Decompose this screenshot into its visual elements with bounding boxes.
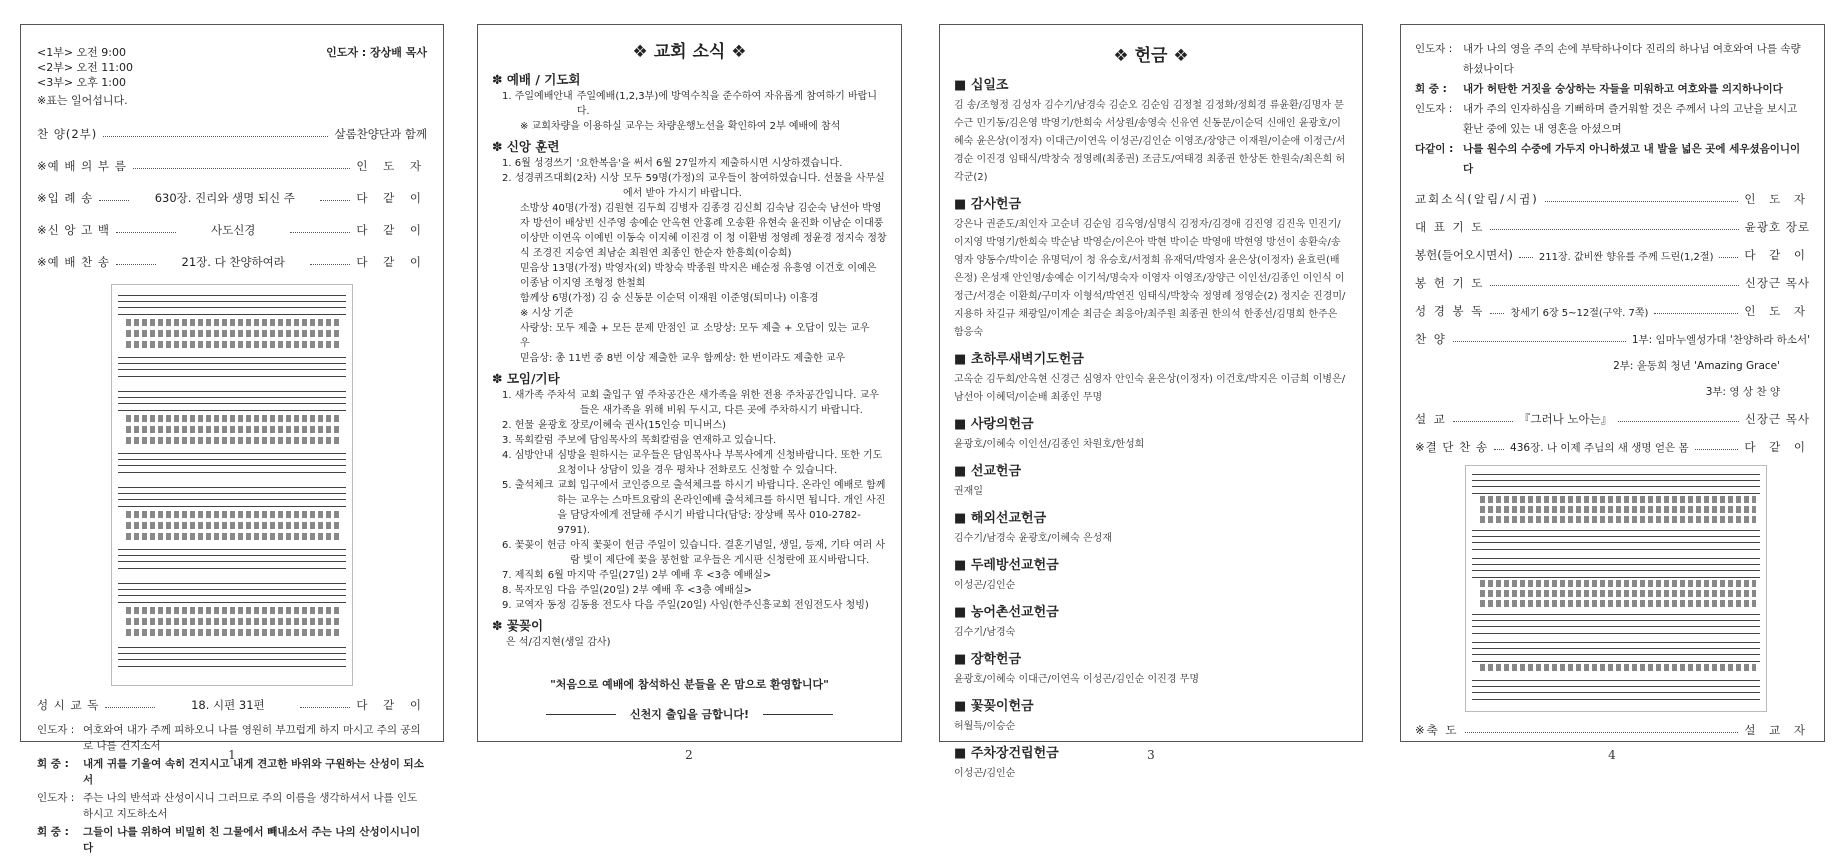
responsive-reading bbox=[37, 722, 427, 856]
page-title: ❖ 헌금 ❖ bbox=[1113, 46, 1189, 66]
list-item: 5. 출석체크 교회 입구에서 코인증으로 출석체크를 하시기 바랍니다. 온라인 예배로 함께 하는 교우는 스마트요람의 온라인예배 출석체크를 하시면 됩니다. 개인 사진을 담당자에게 전달해 주시기 바랍니다(담당: 장상배 목사 010-2782-9791). bbox=[502, 480, 886, 536]
reading-line: 인도자 : 여호와여 내가 주께 피하오니 나를 영원히 부끄럽게 하지 마시고 주의 공의로 나를 건지소서 bbox=[37, 724, 421, 752]
order-item: 봉헌(들어오시면서) 211장. 값비싼 향유를 주께 드린(1,2절) 다 같 이 bbox=[1415, 248, 1810, 263]
donor-list: 강은나 권준도/최인자 고순녀 김순임 김옥영/심명식 김정자/김경애 김진영 김진욱 민진기/이지영 박영기/한희숙 박순남 박영순/이은아 박현 박이순 박영애 박현영 방선이 송환숙/송영자 양동수/박이순 유명덕/이 청 유승호/서정희 유재덕/박영자 윤은상(이정자) 윤효린(배은정) 은성재 안인영/송예순 이기석/명숙자 이영자 이영조/장양근 이인선/김종인 이인식 이정근/서경순 이환희/구미자 이형석/박연진 임태식/박창숙 정영례 정영순(2) 정지순 진경미/지용하 차길규 채광일/이계순 최금순 최응아/최주원 최종권 한의석 한종선/김명희 한주은 함응숙 bbox=[954, 219, 1346, 338]
section-heading: ✽ 모임/기타 bbox=[492, 371, 560, 386]
page-title: ❖ 교회 소식 ❖ bbox=[632, 42, 747, 62]
bulletin-page-1 bbox=[20, 24, 444, 854]
list-item: 은 석/김지현(생일 감사) bbox=[506, 637, 611, 648]
praise-list: 2부: 윤동희 청년 'Amazing Grace' 3부: 영 상 찬 양 bbox=[1613, 360, 1780, 398]
offering-heading: ■ 초하루새벽기도헌금 bbox=[954, 348, 1348, 367]
order-item: 찬 양 1부: 임마누엘성가대 '찬양하라 하소서' bbox=[1415, 332, 1810, 346]
list-item: 6. 꽃꽂이 헌금 아직 꽃꽂이 헌금 주일이 있습니다. 결혼기념일, 생일, 등재, 기타 여러 사람 빛이 제단에 꽃을 봉헌할 교우들은 게시판 신청란에 표시바랍니다. bbox=[502, 540, 886, 566]
order-item: ※예 배 의 부 름 인 도 자 bbox=[37, 159, 427, 173]
list-item: 함께상 6명(가정) 김 숭 신동문 이순덕 이재원 이준영(퇴미나) 이흥경 bbox=[520, 293, 819, 304]
order-item: ※입 례 송 630장. 진리와 생명 되신 주 다 같 이 bbox=[37, 191, 427, 205]
service-time-2: <2부> 오전 11:00 bbox=[37, 61, 134, 74]
list-item: ※ 시상 기준 bbox=[520, 308, 574, 319]
reading-line: 회 중 : 내가 허탄한 거짓을 숭상하는 자들을 미워하고 여호와를 의지하나이다 bbox=[1415, 83, 1783, 95]
offering-heading: ■ 해외선교헌금 bbox=[954, 507, 1348, 526]
worship-leader: 인도자 : 장상배 목사 bbox=[326, 46, 427, 59]
order-item: ※예 배 찬 송 21장. 다 찬양하여라 다 같 이 bbox=[37, 255, 427, 269]
bulletin-page-4 bbox=[1400, 24, 1825, 742]
bulletin-page-2 bbox=[477, 24, 902, 742]
service-time-1: <1부> 오전 9:00 bbox=[37, 46, 127, 59]
donor-list: 윤광호/이혜숙 이인선/김종인 차원호/한성희 bbox=[954, 439, 1145, 450]
donor-list: 김 송/조형정 김성자 김수기/남경숙 김순오 김순임 김정철 김정화/정희경 류윤환/김명자 문수근 민기동/김은영 박영기/한희숙 서상원/송영숙 신유연 신동문/이순덕 신애인 윤광호/이혜숙 윤은상(이정자) 이대근/이연옥 이성곤/김인순 이영조/장양근 이재원/이순애 이정근/서경순 이진경 임태식/박창숙 정영례(최종권) 조금도/여태경 최종권 한상돈 한원숙/최은희 허각군(2) bbox=[954, 100, 1346, 183]
page-number: 4 bbox=[1608, 748, 1616, 762]
order-item: 대 표 기 도 윤광호 장로 bbox=[1415, 220, 1810, 234]
criteria-row: 사랑상: 모두 제출 + 모든 문제 만점인 교우 소망상: 모두 제출 + 오답이 있는 교우 bbox=[520, 323, 870, 349]
reading-line: 인도자 : 내가 나의 영을 주의 손에 부탁하나이다 진리의 하나님 여호와여 나를 속량하셨나이다 bbox=[1415, 43, 1801, 75]
hymn-sheet-music bbox=[111, 284, 353, 686]
responsive-reading bbox=[1415, 39, 1810, 179]
sermon-row: 설 교 『그러나 노아는』 신장근 목사 bbox=[1415, 412, 1810, 426]
list-item: 9. 교역자 동정 김동용 전도사 다음 주일(20일) 사임(한주신흥교회 전임전도사 청빙) bbox=[502, 600, 869, 611]
list-item: 7. 제직회 6월 마지막 주일(27일) 2부 예배 후 <3층 예배실> bbox=[502, 570, 772, 581]
page-number: 1 bbox=[228, 748, 236, 762]
list-item: 2. 성경퀴즈대회(2차) 시상 모두 59명(가정)의 교우들이 참여하였습니다. 선물을 사무실에서 받아 가시기 바랍니다. bbox=[502, 173, 885, 199]
criteria-row: 믿음상: 총 11번 중 8번 이상 제출한 교우 함께상: 한 번이라도 제출한 교우 bbox=[520, 353, 846, 364]
list-item: ※ 교회차량을 이용하실 교우는 차량운행노선을 확인하여 2부 예배에 참석 bbox=[520, 121, 841, 132]
list-item: 3. 목회칼럼 주보에 담임목사의 목회칼럼을 연재하고 있습니다. bbox=[502, 435, 777, 446]
donor-list: 김수기/남경숙 윤광호/이혜숙 은성재 bbox=[954, 533, 1112, 544]
list-item: 2. 헌물 윤광호 장로/이혜숙 권사(15인승 미니버스) bbox=[502, 420, 727, 431]
list-item: 소방상 40명(가정) 김원현 김두희 김병자 김종경 김신희 김숙남 김순숙 남선아 박영자 방선이 배상빈 신주영 송예순 안옥현 안홍례 오송환 유현숙 윤진화 이남순 이대풍 이상만 이연옥 이예빈 이동숙 이지혜 이진경 이 청 이환범 정영례 정윤경 정지숙 정창식 조경진 지승연 최남순 최원연 최종인 한순자 한흥희(이승희) bbox=[520, 203, 887, 259]
notice-banner: 신천지 출입을 금합니다! bbox=[492, 706, 887, 722]
list-item: 4. 심방안내 심방을 원하시는 교우들은 담임목사나 부목사에게 신청바랍니다. 또한 기도 요청이나 상담이 있을 경우 평차나 전화로도 신청할 수 있습니다. bbox=[502, 450, 883, 476]
benediction-row: ※축 도 설 교 자 bbox=[1415, 723, 1810, 737]
donor-list: 윤광호/이혜숙 이대근/이연옥 이성곤/김인순 이진경 무명 bbox=[954, 674, 1200, 685]
offering-heading: ■ 십일조 bbox=[954, 74, 1348, 93]
service-time-3: <3부> 오후 1:00 bbox=[37, 76, 127, 89]
donor-list: 고옥순 김두희/안옥현 신경근 심영자 안인숙 윤은상(이정자) 이건호/박지은 이금희 이병은/남선아 이혜덕/이순배 최종인 무명 bbox=[954, 374, 1346, 403]
offering-heading: ■ 감사헌금 bbox=[954, 193, 1348, 212]
order-item: ※신 앙 고 백 사도신경 다 같 이 bbox=[37, 223, 427, 237]
donor-list: 이성곤/김인순 bbox=[954, 768, 1016, 779]
order-item: 성 경 봉 독 창세기 6장 5~12절(구약. 7쪽) 인 도 자 bbox=[1415, 304, 1810, 319]
reading-line: 회 중 : 그들이 나를 위하여 비밀히 친 그물에서 빼내소서 주는 나의 산성이시니이다 bbox=[37, 826, 421, 854]
list-item: 믿음상 13명(가정) 박영자(외) 박창숙 박종원 박지은 배순정 유흥영 이건호 이예은 이종남 이지영 조형정 한철희 bbox=[520, 263, 877, 289]
standing-note: ※표는 일어섭니다. bbox=[37, 94, 128, 107]
section-heading: ✽ 신앙 훈련 bbox=[492, 139, 560, 154]
welcome-message: "처음으로 예배에 참석하신 분들을 온 맘으로 환영합니다" bbox=[550, 678, 829, 691]
reading-line: 인도자 : 주는 나의 반석과 산성이시니 그러므로 주의 이름을 생각하셔서 나를 인도하시고 지도하소서 bbox=[37, 792, 418, 820]
offering-heading: ■ 두레방선교헌금 bbox=[954, 554, 1348, 573]
responsive-reading-row: 성 시 교 독 18. 시편 31편 다 같 이 bbox=[37, 698, 427, 712]
donor-list: 이성곤/김인순 bbox=[954, 580, 1016, 591]
page-number: 2 bbox=[685, 748, 693, 762]
offering-heading: ■ 주차장건립헌금 bbox=[954, 742, 1348, 761]
order-item: 교회소식(알림/시귐) 인 도 자 bbox=[1415, 192, 1810, 206]
offering-heading: ■ 농어촌선교헌금 bbox=[954, 601, 1348, 620]
donor-list: 권재일 bbox=[954, 486, 983, 497]
section-heading: ✽ 예배 / 기도회 bbox=[492, 72, 581, 87]
reading-line: 인도자 : 내가 주의 인자하심을 기뻐하며 즐거워할 것은 주께서 나의 고난을 보시고 환난 중에 있는 내 영혼을 아셨으며 bbox=[1415, 103, 1798, 135]
bulletin-page-3 bbox=[939, 24, 1363, 779]
page-number: 3 bbox=[1147, 748, 1155, 762]
closing-hymn-row: ※결 단 찬 송 436장. 나 이제 주님의 새 생명 얻은 몸 다 같 이 bbox=[1415, 440, 1810, 454]
offering-heading: ■ 꽃꽂이헌금 bbox=[954, 695, 1348, 714]
order-item: 찬 양(2부) 살롬찬양단과 함께 bbox=[37, 127, 427, 141]
reading-line: 다같이 : 나를 원수의 수중에 가두지 아니하셨고 내 발을 넓은 곳에 세우셨음이니이다 bbox=[1415, 143, 1801, 175]
section-heading: ✽ 꽃꽂이 bbox=[492, 618, 544, 633]
donor-list: 허월득/이승순 bbox=[954, 721, 1016, 732]
offering-heading: ■ 사랑의헌금 bbox=[954, 413, 1348, 432]
order-item: 봉 헌 기 도 신장근 목사 bbox=[1415, 276, 1810, 290]
list-item: 1. 새가족 주차석 교회 출입구 옆 주차공간은 새가족을 위한 전용 주차공간입니다. 교우들은 새가족을 위해 비워 두시고, 다른 곳에 주차하시기 바랍니다. bbox=[502, 390, 879, 416]
list-item: 1. 주일예배안내 주일예배(1,2,3부)에 방역수칙을 준수하여 자유롭게 참여하기 바랍니다. bbox=[502, 91, 877, 117]
donor-list: 김수기/남경숙 bbox=[954, 627, 1016, 638]
list-item: 8. 목자모임 다음 주일(20일) 2부 예배 후 <3층 예배실> bbox=[502, 585, 753, 596]
service-times bbox=[37, 45, 427, 90]
hymn-sheet-music bbox=[1465, 465, 1767, 712]
offering-heading: ■ 선교헌금 bbox=[954, 460, 1348, 479]
list-item: 1. 6월 성경쓰기 '요한복음'을 써서 6월 27일까지 제출하시면 시상하겠습니다. bbox=[502, 158, 843, 169]
reading-line: 회 중 : 내게 귀를 기울여 속히 건지시고 내게 견고한 바위와 구원하는 산성이 되소서 bbox=[37, 758, 424, 786]
offering-heading: ■ 장학헌금 bbox=[954, 648, 1348, 667]
